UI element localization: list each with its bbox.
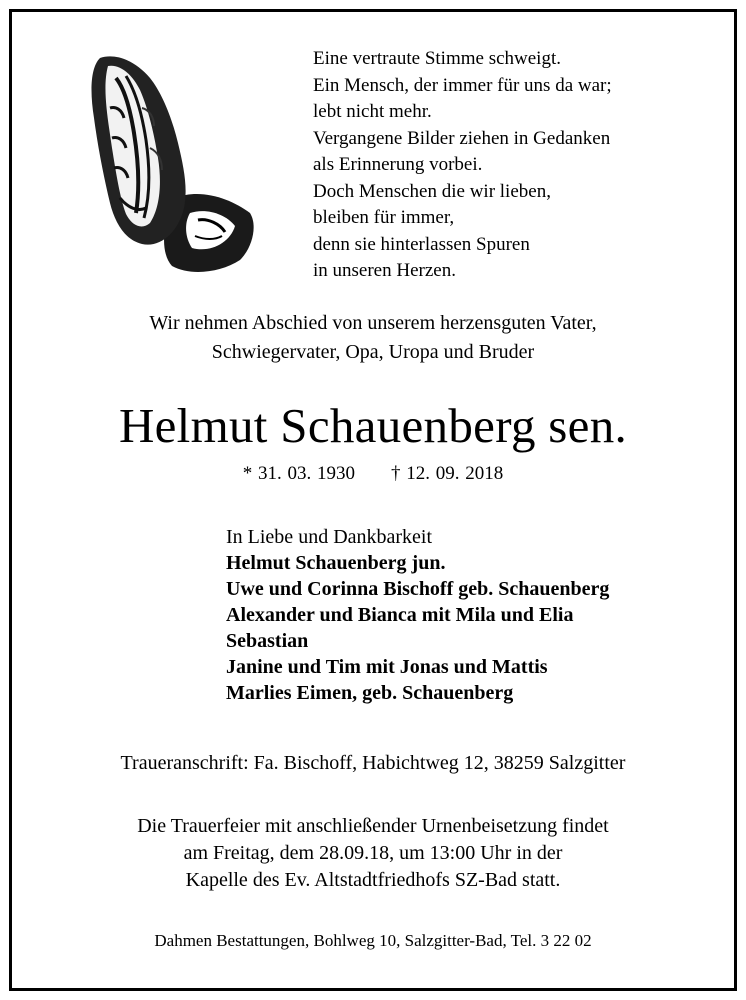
funeral-service-info bbox=[0, 813, 746, 894]
deceased-name: Helmut Schauenberg sen. bbox=[118, 398, 628, 453]
mourning-address: Traueranschrift: Fa. Bischoff, Habichtweg 12, 38259 Salzgitter bbox=[120, 752, 626, 774]
poem bbox=[313, 46, 612, 285]
praying-hands-icon bbox=[80, 48, 260, 278]
poem-line: Vergangene Bilder ziehen in Gedanken bbox=[313, 127, 611, 149]
service-line: Die Trauerfeier mit anschließender Urnenbeisetzung findet bbox=[137, 815, 609, 837]
farewell-intro bbox=[0, 309, 746, 367]
mourner-name: Uwe und Corinna Bischoff geb. Schauenberg bbox=[226, 578, 610, 600]
mourner-name: Helmut Schauenberg jun. bbox=[226, 552, 446, 574]
mourners-list bbox=[226, 524, 609, 706]
mourner-name: Sebastian bbox=[226, 630, 309, 652]
poem-line: bleiben für immer, bbox=[313, 207, 455, 228]
mourner-name: Marlies Eimen, geb. Schauenberg bbox=[226, 682, 514, 704]
service-line: Kapelle des Ev. Altstadtfriedhofs SZ-Bad statt. bbox=[185, 869, 561, 891]
life-dates bbox=[0, 461, 746, 487]
birth-date: * 31. 03. 1930 bbox=[242, 463, 355, 484]
poem-line: in unseren Herzen. bbox=[313, 260, 456, 281]
mourners-heading: In Liebe und Dankbarkeit bbox=[226, 526, 433, 548]
mourner-name: Alexander und Bianca mit Mila und Elia bbox=[226, 604, 574, 626]
poem-line: Ein Mensch, der immer für uns da war; bbox=[313, 74, 612, 96]
poem-line: Eine vertraute Stimme schweigt. bbox=[313, 48, 561, 69]
intro-line: Wir nehmen Abschied von unserem herzensguten Vater, bbox=[149, 312, 597, 334]
poem-line: Doch Menschen die wir lieben, bbox=[313, 180, 551, 202]
death-date: † 12. 09. 2018 bbox=[391, 463, 504, 484]
intro-line: Schwiegervater, Opa, Uropa und Bruder bbox=[211, 341, 535, 363]
service-line: am Freitag, dem 28.09.18, um 13:00 Uhr in der bbox=[183, 842, 563, 864]
poem-line: als Erinnerung vorbei. bbox=[313, 154, 483, 175]
poem-line: denn sie hinterlassen Spuren bbox=[313, 233, 530, 255]
mourner-name: Janine und Tim mit Jonas und Mattis bbox=[226, 656, 548, 678]
undertaker-info: Dahmen Bestattungen, Bohlweg 10, Salzgitter-Bad, Tel. 3 22 02 bbox=[154, 931, 592, 950]
poem-line: lebt nicht mehr. bbox=[313, 101, 432, 122]
